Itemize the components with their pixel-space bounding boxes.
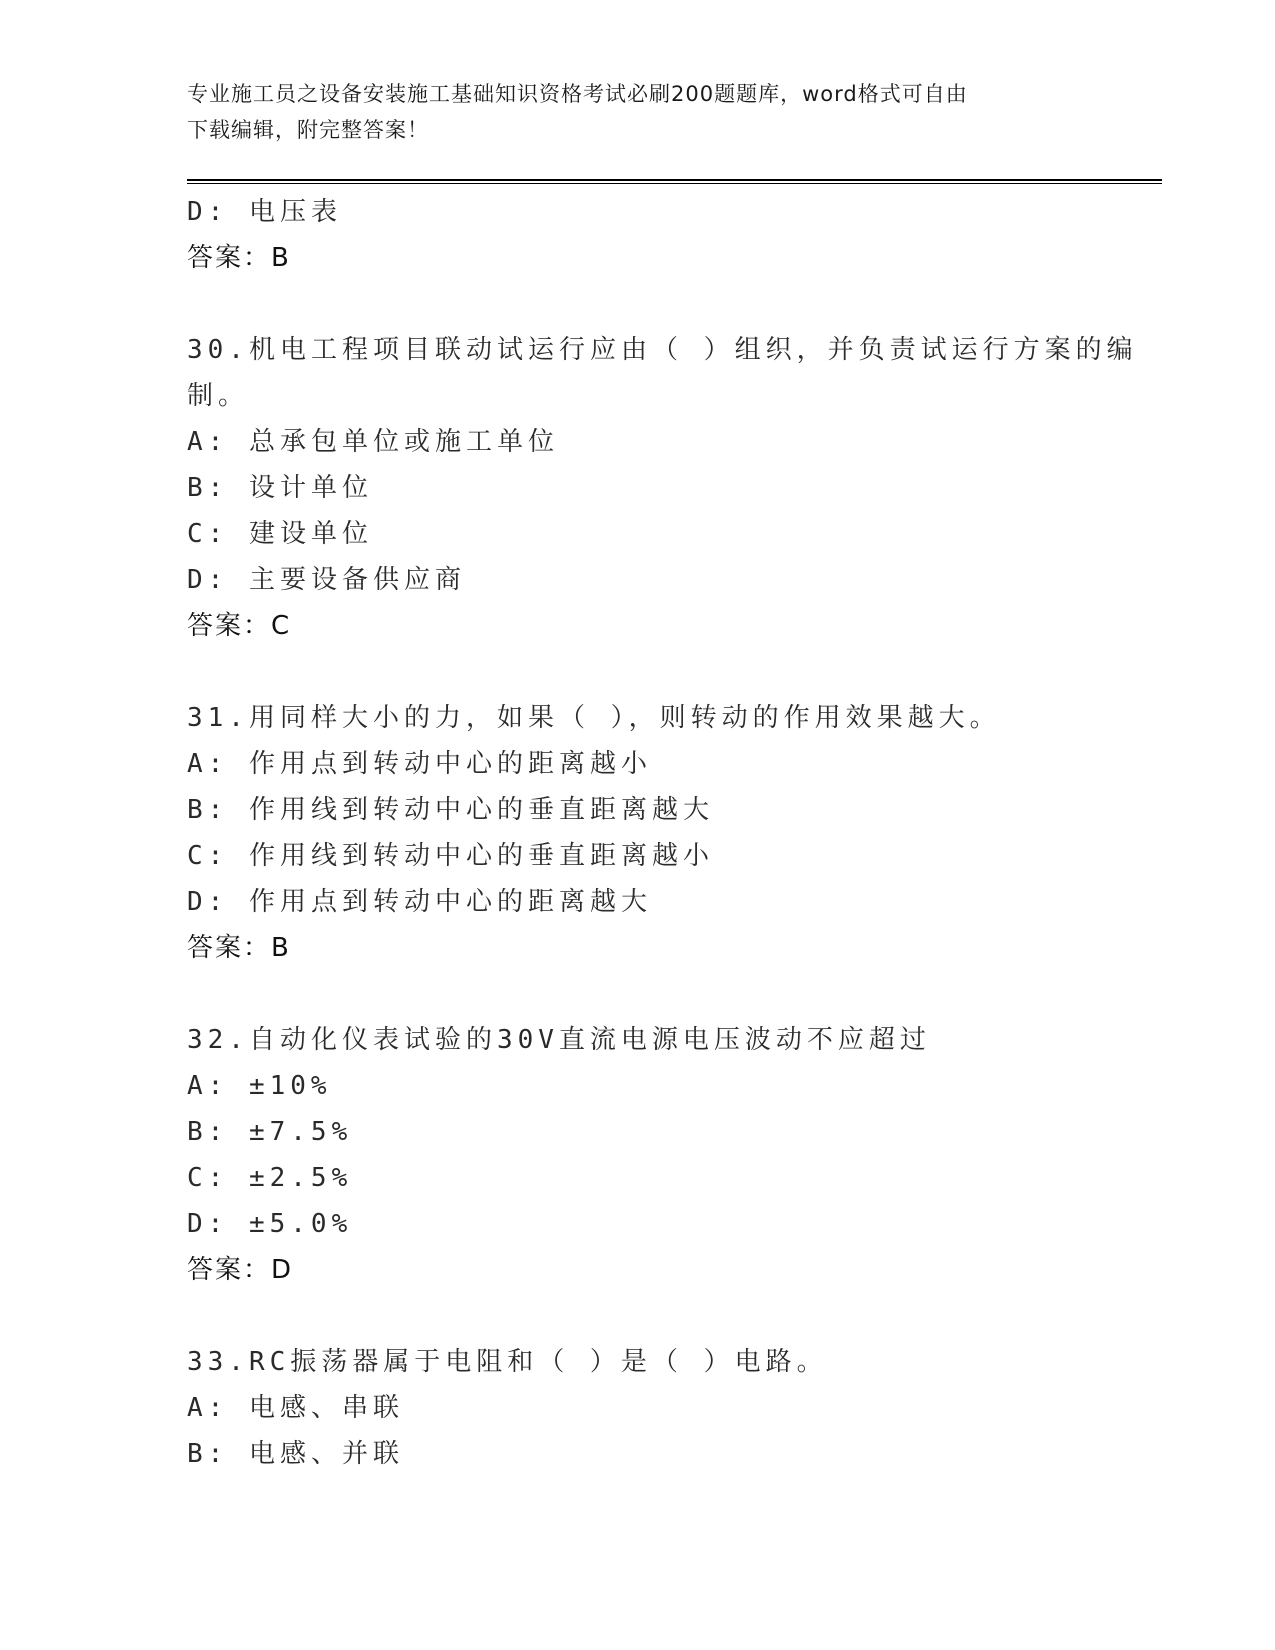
option-a: A: 作用点到转动中心的距离越小 xyxy=(187,749,652,779)
answer-line: 答案：B xyxy=(187,933,291,963)
spacer xyxy=(187,649,1087,695)
option-d: D: 作用点到转动中心的距离越大 xyxy=(187,887,652,917)
option-a: A: ±10% xyxy=(187,1071,332,1101)
spacer xyxy=(187,281,1087,327)
document-header xyxy=(187,76,1087,148)
option-c: C: 建设单位 xyxy=(187,519,373,549)
option-b: B: 电感、并联 xyxy=(187,1439,404,1469)
answer-line: 答案：B xyxy=(187,243,291,273)
option-b: B: ±7.5% xyxy=(187,1117,353,1147)
option-c: C: ±2.5% xyxy=(187,1163,353,1193)
option-b: B: 作用线到转动中心的垂直距离越大 xyxy=(187,795,714,825)
option-d: D: 主要设备供应商 xyxy=(187,565,466,595)
option-a: A: 总承包单位或施工单位 xyxy=(187,427,559,457)
answer-line: 答案：C xyxy=(187,611,292,641)
option-c: C: 作用线到转动中心的垂直距离越小 xyxy=(187,841,714,871)
question-stem: 33.RC振荡器属于电阻和（ ）是（ ）电路。 xyxy=(187,1347,828,1377)
spacer xyxy=(187,1293,1087,1339)
option-b: B: 设计单位 xyxy=(187,473,373,503)
header-line-2: 下载编辑，附完整答案！ xyxy=(187,118,429,142)
option-d: D: ±5.0% xyxy=(187,1209,353,1239)
header-divider-thin xyxy=(187,183,1162,184)
question-stem: 31.用同样大小的力，如果（ ），则转动的作用效果越大。 xyxy=(187,703,1001,733)
question-31 xyxy=(187,695,1087,971)
question-30 xyxy=(187,327,1138,649)
question-list xyxy=(187,189,1138,1477)
previous-question-tail xyxy=(187,189,1087,281)
question-stem: 30.机电工程项目联动试运行应由（ ）组织，并负责试运行方案的编 xyxy=(187,335,1138,365)
option-a: A: 电感、串联 xyxy=(187,1393,404,1423)
header-divider-thick xyxy=(187,179,1162,181)
question-32 xyxy=(187,1017,1087,1293)
spacer xyxy=(187,971,1087,1017)
option-d: D: 电压表 xyxy=(187,197,342,227)
question-stem-continued: 制。 xyxy=(187,381,250,411)
question-stem: 32.自动化仪表试验的30V直流电源电压波动不应超过 xyxy=(187,1025,931,1055)
header-line-1: 专业施工员之设备安装施工基础知识资格考试必刷200题题库，word格式可自由 xyxy=(187,82,968,106)
answer-line: 答案：D xyxy=(187,1255,294,1285)
question-33 xyxy=(187,1339,1087,1477)
